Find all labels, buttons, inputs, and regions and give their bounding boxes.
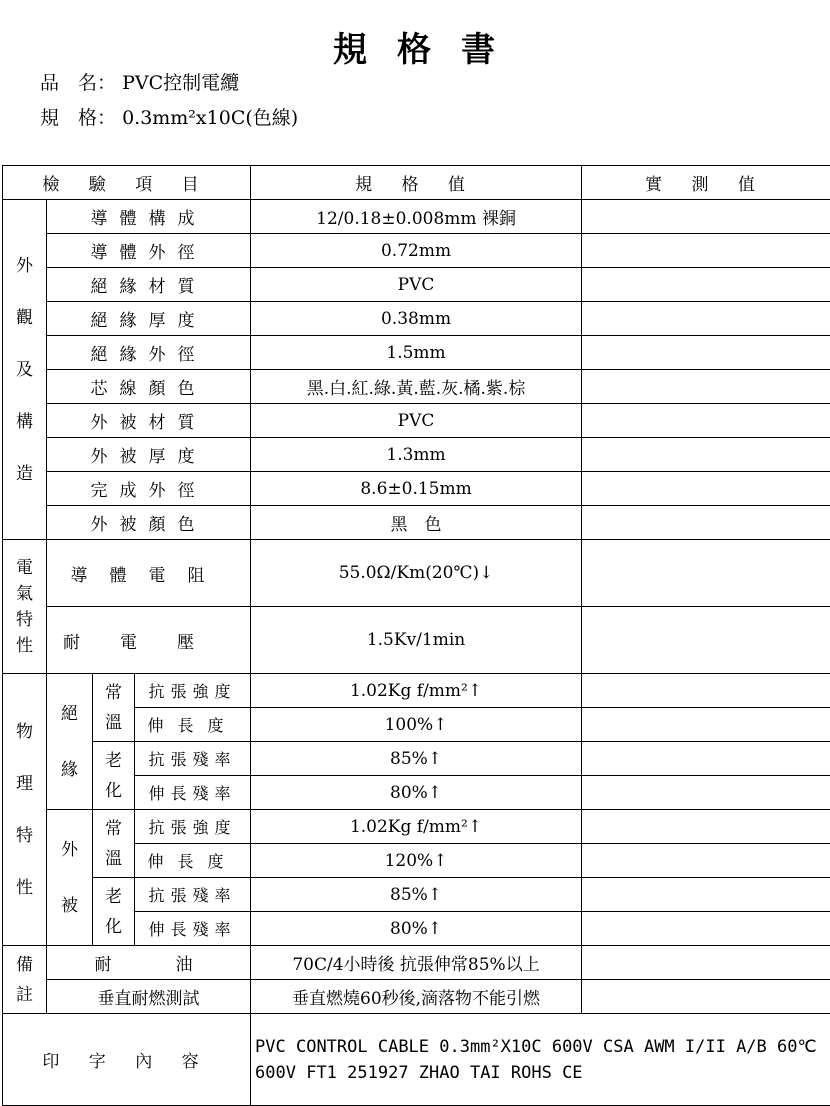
spec-value-cell: 8.6±0.15mm <box>251 472 582 506</box>
measured-cell <box>582 946 830 980</box>
table-row <box>3 200 830 234</box>
group-appearance <box>3 200 47 540</box>
spec-line <box>40 103 298 130</box>
table-row <box>3 810 830 844</box>
printing-content <box>251 1014 830 1106</box>
measured-cell <box>582 200 830 234</box>
printing-line-2: 600V FT1 251927 ZHAO TAI ROHS CE <box>255 1060 830 1086</box>
measured-cell <box>582 472 830 506</box>
cond-aged-label: 老 化 <box>105 882 122 942</box>
cond-aged <box>93 742 135 810</box>
cond-normal <box>93 674 135 742</box>
item-label: 伸長度 <box>135 708 251 742</box>
spec-value-cell: 1.3mm <box>251 438 582 472</box>
header-measured: 實 測 值 <box>582 166 830 200</box>
measured-cell <box>582 506 830 540</box>
spec-value-cell: 80%↑ <box>251 776 582 810</box>
group-remarks <box>3 946 47 1014</box>
item-label: 抗張殘率 <box>135 742 251 776</box>
group-electrical <box>3 540 47 674</box>
measured-cell <box>582 912 830 946</box>
table-header-row <box>3 166 830 200</box>
table-row <box>3 946 830 980</box>
cond-normal-label: 常 溫 <box>105 814 122 874</box>
spec-value: 0.3mm²x10C(色線) <box>122 107 298 129</box>
spec-value-cell: 55.0Ω/Km(20℃)↓ <box>251 540 582 607</box>
table-row <box>3 404 830 438</box>
measured-cell <box>582 302 830 336</box>
spec-value-cell: 120%↑ <box>251 844 582 878</box>
table-row <box>3 336 830 370</box>
spec-value-cell: 0.38mm <box>251 302 582 336</box>
group-appearance-label: 外 觀 及 構 造 <box>16 240 33 500</box>
spec-value-cell: 垂直燃燒60秒後,滴落物不能引燃 <box>251 980 582 1014</box>
spec-value-cell: 85%↑ <box>251 878 582 912</box>
sub-insulation <box>47 674 93 810</box>
table-row <box>3 1014 830 1106</box>
item-label: 絕緣外徑 <box>47 336 251 370</box>
item-label: 垂直耐燃測試 <box>47 980 251 1014</box>
product-label: 品 名： <box>40 72 116 94</box>
spec-value-cell: 1.5Kv/1min <box>251 607 582 674</box>
item-label: 完成外徑 <box>47 472 251 506</box>
item-label: 伸長殘率 <box>135 776 251 810</box>
item-label: 導體構成 <box>47 200 251 234</box>
spec-label: 規 格： <box>40 107 116 129</box>
item-label: 伸長度 <box>135 844 251 878</box>
spec-value-cell: 80%↑ <box>251 912 582 946</box>
spec-value-cell: 1.02Kg f/mm²↑ <box>251 674 582 708</box>
measured-cell <box>582 980 830 1014</box>
table-row <box>3 607 830 674</box>
group-electrical-label: 電 氣 特 性 <box>16 555 33 659</box>
item-label: 伸長殘率 <box>135 912 251 946</box>
measured-cell <box>582 742 830 776</box>
measured-cell <box>582 878 830 912</box>
group-physical-label: 物 理 特 性 <box>16 706 33 914</box>
table-row <box>3 506 830 540</box>
product-value: PVC控制電纜 <box>122 72 239 94</box>
measured-cell <box>582 268 830 302</box>
measured-cell <box>582 370 830 404</box>
printing-label: 印 字 內 容 <box>3 1014 251 1106</box>
cond-aged <box>93 878 135 946</box>
table-row <box>3 234 830 268</box>
item-label: 絕緣厚度 <box>47 302 251 336</box>
table-row <box>3 438 830 472</box>
table-row <box>3 472 830 506</box>
spec-value-cell: 85%↑ <box>251 742 582 776</box>
item-label: 外被材質 <box>47 404 251 438</box>
table-row <box>3 370 830 404</box>
spec-value-cell: 70C/4小時後 抗張伸常85%以上 <box>251 946 582 980</box>
item-label: 抗張強度 <box>135 810 251 844</box>
item-label: 抗張強度 <box>135 674 251 708</box>
item-label: 芯線顏色 <box>47 370 251 404</box>
spec-value-cell: 黑 色 <box>251 506 582 540</box>
printing-line-1: PVC CONTROL CABLE 0.3mm²X10C 600V CSA AWM I/II A/B 60℃ <box>255 1034 830 1060</box>
header-spec: 規 格 值 <box>251 166 582 200</box>
measured-cell <box>582 540 830 607</box>
measured-cell <box>582 438 830 472</box>
group-remarks-label: 備 註 <box>16 950 33 1010</box>
spec-value-cell: PVC <box>251 404 582 438</box>
header-item: 檢 驗 項 目 <box>3 166 251 200</box>
table-row <box>3 268 830 302</box>
table-row <box>3 540 830 607</box>
spec-value-cell: 黑.白.紅.綠.黃.藍.灰.橘.紫.棕 <box>251 370 582 404</box>
sub-insulation-label: 絕 緣 <box>61 686 78 798</box>
product-line <box>40 68 239 95</box>
table-row <box>3 878 830 912</box>
item-label: 導體電阻 <box>47 540 251 607</box>
measured-cell <box>582 810 830 844</box>
item-label: 抗張殘率 <box>135 878 251 912</box>
spec-value-cell: 1.5mm <box>251 336 582 370</box>
spec-value-cell: 100%↑ <box>251 708 582 742</box>
table-row <box>3 742 830 776</box>
measured-cell <box>582 234 830 268</box>
cond-normal-label: 常 溫 <box>105 678 122 738</box>
group-physical <box>3 674 47 946</box>
cond-normal <box>93 810 135 878</box>
measured-cell <box>582 776 830 810</box>
spec-value-cell: 12/0.18±0.008mm 裸銅 <box>251 200 582 234</box>
item-label: 絕緣材質 <box>47 268 251 302</box>
measured-cell <box>582 844 830 878</box>
spec-table <box>2 165 830 1106</box>
measured-cell <box>582 336 830 370</box>
spec-value-cell: 0.72mm <box>251 234 582 268</box>
measured-cell <box>582 607 830 674</box>
table-row <box>3 302 830 336</box>
sub-jacket-label: 外 被 <box>61 822 78 934</box>
spec-value-cell: 1.02Kg f/mm²↑ <box>251 810 582 844</box>
item-label: 外被顏色 <box>47 506 251 540</box>
cond-aged-label: 老 化 <box>105 746 122 806</box>
item-label: 外被厚度 <box>47 438 251 472</box>
sub-jacket <box>47 810 93 946</box>
measured-cell <box>582 674 830 708</box>
table-row <box>3 980 830 1014</box>
measured-cell <box>582 404 830 438</box>
spec-value-cell: PVC <box>251 268 582 302</box>
table-row <box>3 674 830 708</box>
item-label: 導體外徑 <box>47 234 251 268</box>
item-label: 耐 油 <box>47 946 251 980</box>
item-label: 耐電壓 <box>47 607 251 674</box>
measured-cell <box>582 708 830 742</box>
document-title: 規 格 書 <box>0 22 830 71</box>
